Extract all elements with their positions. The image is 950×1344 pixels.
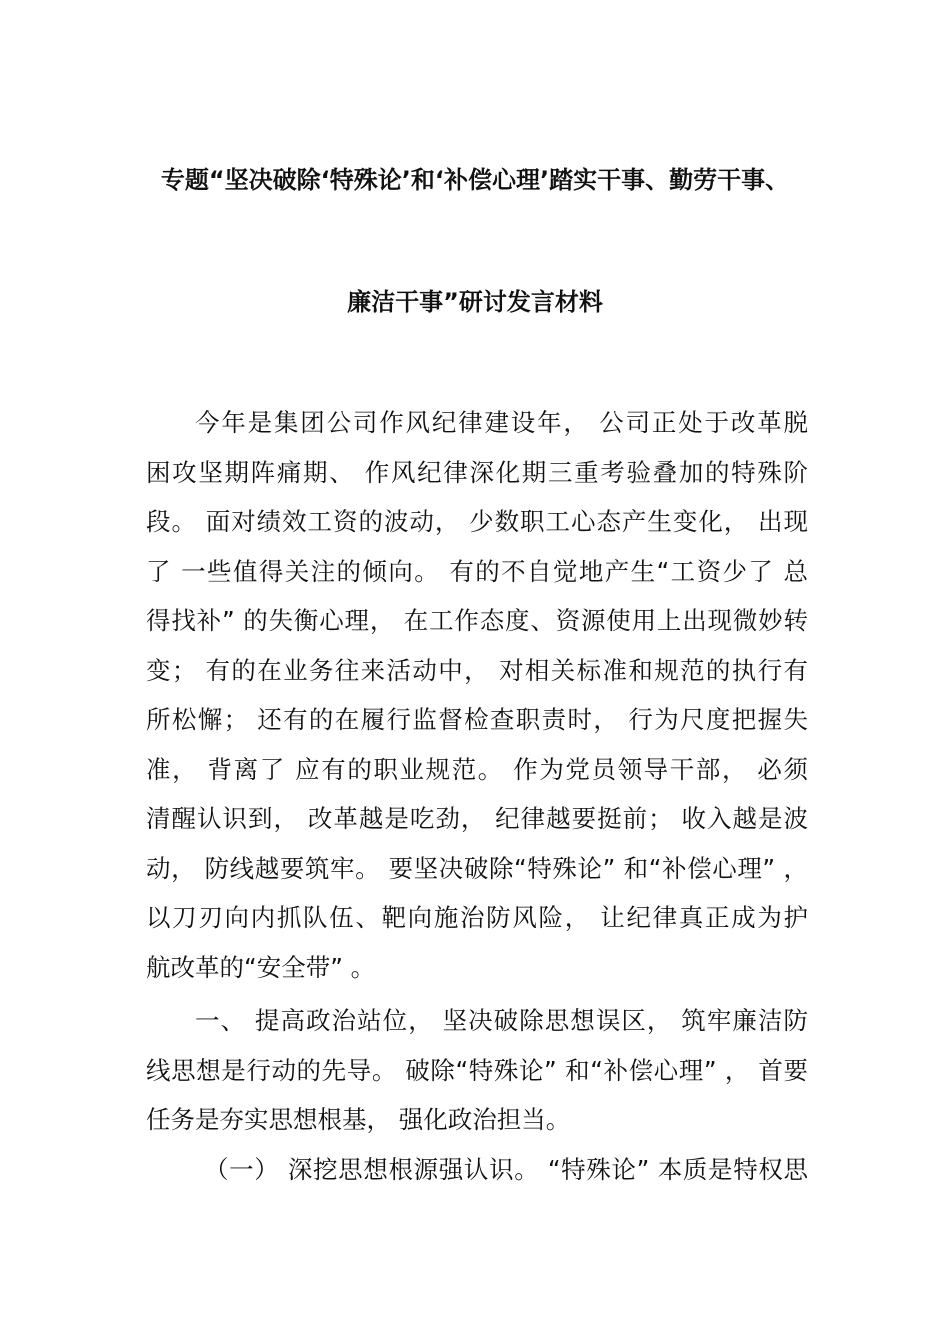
paragraph-line: 航改革的“安全带” 。 — [146, 952, 376, 982]
paragraph-intro — [146, 398, 808, 992]
paragraph-line: 清醒认识到， 改革越是吃劲， 纪律越要挺前； 收入越是波 — [146, 804, 808, 833]
paragraph-section-1 — [146, 996, 808, 1145]
paragraph-line: 了 一些值得关注的倾向。 有的不自觉地产生“工资少了 总 — [146, 556, 808, 586]
paragraph-line: 以刀刃向内抓队伍、靶向施治防风险， 让纪律真正成为护 — [146, 903, 808, 932]
paragraph-line: 任务是夯实思想根基， 强化政治担当。 — [146, 1105, 571, 1134]
paragraph-line: 今年是集团公司作风纪律建设年， 公司正处于改革脱 — [195, 408, 808, 437]
paragraph-line: 段。 面对绩效工资的波动， 少数职工心态产生变化， 出现 — [146, 507, 808, 536]
document-title-line-2: 廉洁干事”研讨发言材料 — [347, 288, 603, 316]
paragraph-line: 变； 有的在业务往来活动中， 对相关标准和规范的执行有 — [146, 655, 808, 685]
paragraph-subsection-1 — [146, 1145, 808, 1195]
document-title-line-1: 专题“坚决破除‘特殊论’和‘补偿心理’踏实干事、勤劳干事、 — [160, 166, 790, 194]
paragraph-line: 动， 防线越要筑牢。 要坚决破除“特殊论” 和“补偿心理” ， — [146, 853, 808, 883]
paragraph-line: 线思想是行动的先导。 破除“特殊论” 和“补偿心理” ， 首要 — [146, 1055, 808, 1085]
paragraph-line: 一、 提高政治站位， 坚决破除思想误区， 筑牢廉洁防 — [195, 1006, 808, 1035]
paragraph-line: （一） 深挖思想根源强认识。 “特殊论” 本质是特权思 — [204, 1155, 808, 1184]
paragraph-line: 困攻坚期阵痛期、 作风纪律深化期三重考验叠加的特殊阶 — [146, 457, 808, 487]
paragraph-line: 所松懈； 还有的在履行监督检查职责时， 行为尺度把握失 — [146, 705, 808, 734]
paragraph-line: 得找补” 的失衡心理， 在工作态度、资源使用上出现微妙转 — [146, 606, 808, 635]
paragraph-line: 准， 背离了 应有的职业规范。 作为党员领导干部， 必须 — [146, 754, 808, 784]
